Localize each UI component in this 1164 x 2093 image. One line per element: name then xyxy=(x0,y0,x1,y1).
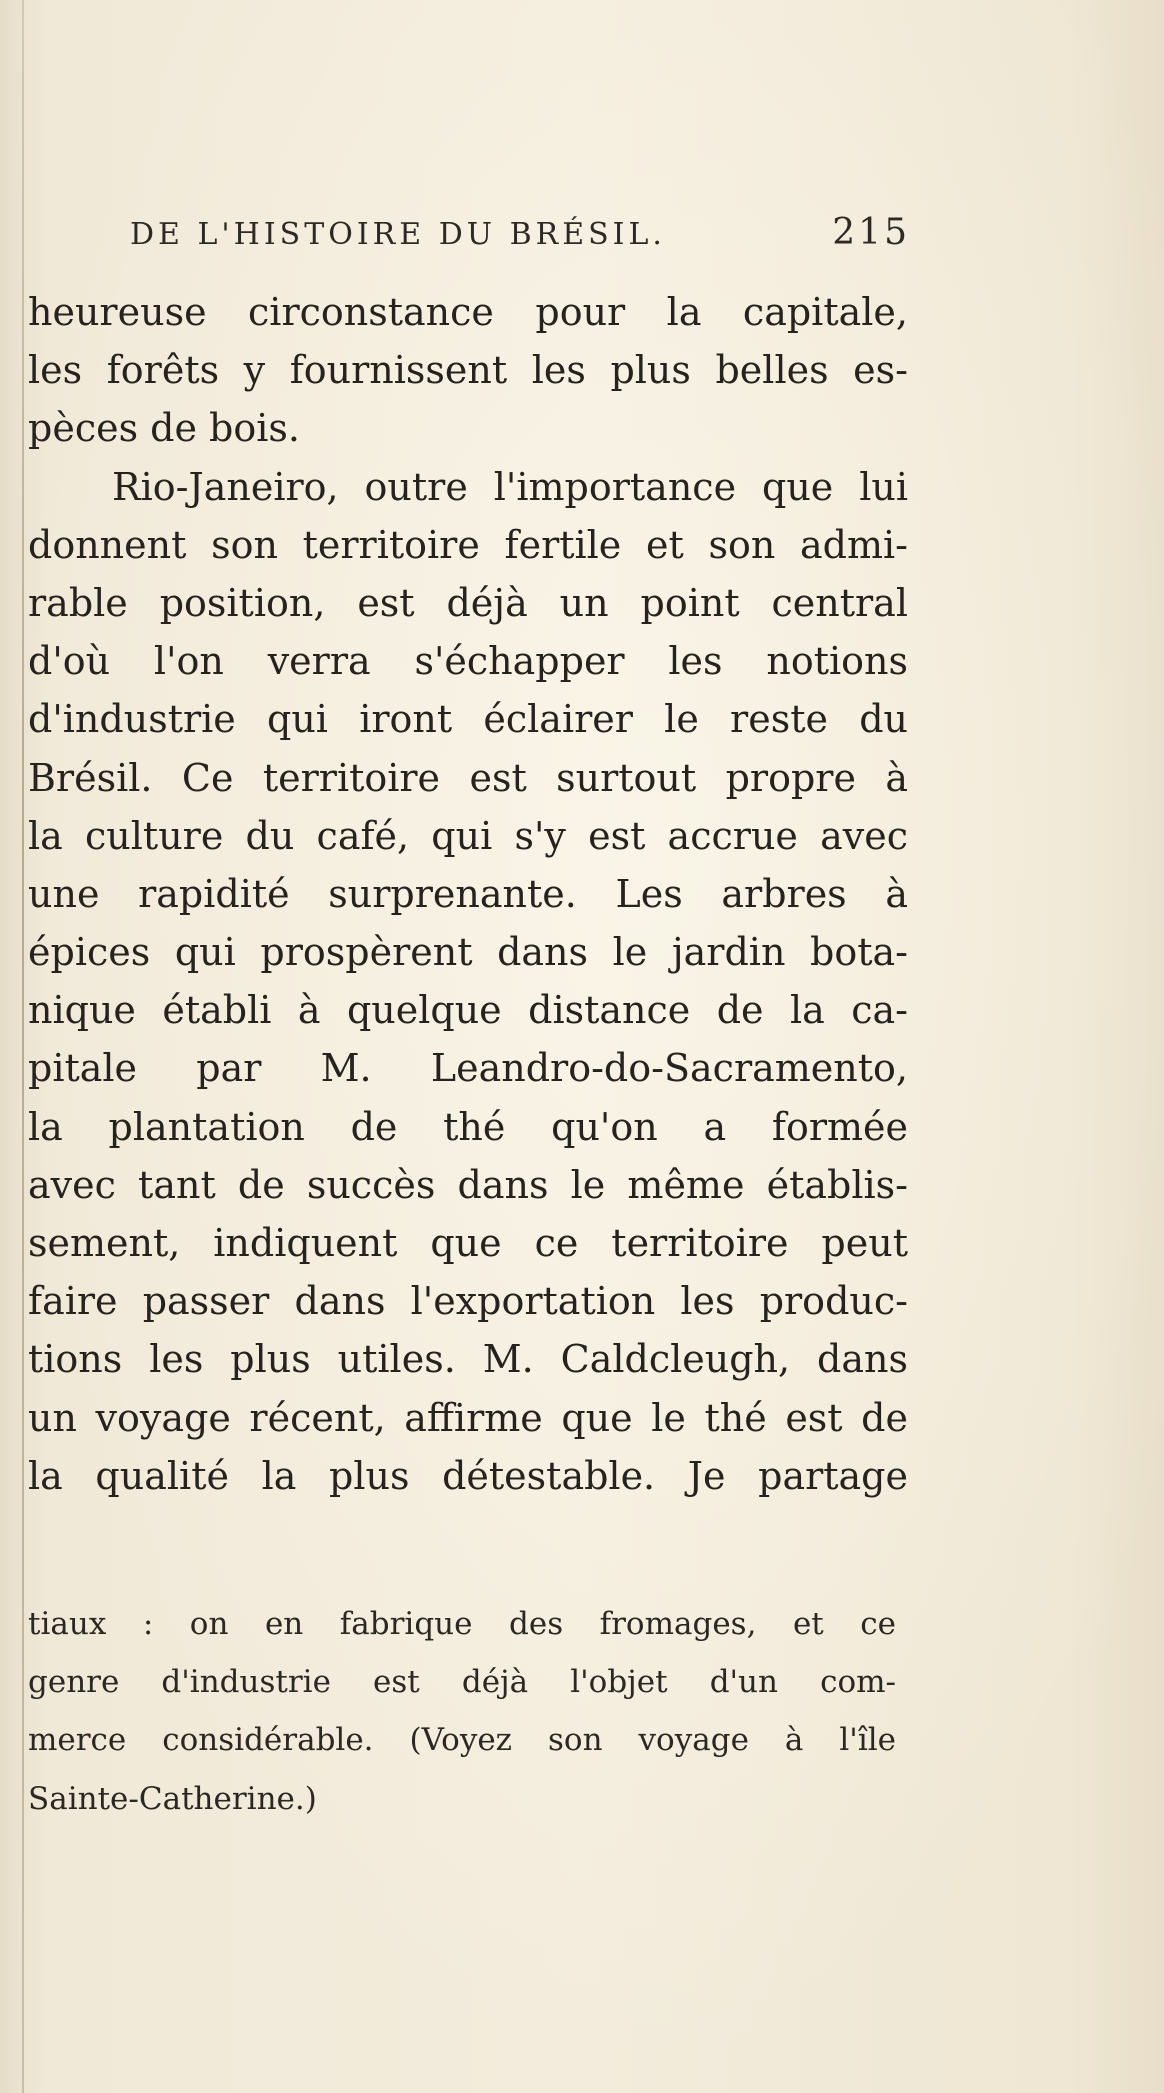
text-line: d'où l'on verra s'échapper les notions xyxy=(28,639,908,684)
text-line: la plantation de thé qu'on a formée xyxy=(28,1104,908,1149)
text-line: d'industrie qui iront éclairer le reste du xyxy=(28,697,908,742)
footnote xyxy=(28,1598,896,1831)
page-header xyxy=(130,212,910,262)
text-line: Brésil. Ce territoire est surtout propre à xyxy=(28,755,908,800)
text-line: un voyage récent, affirme que le thé est de xyxy=(28,1395,908,1440)
text-line: pitale par M. Leandro-do-Sacramento, xyxy=(28,1046,908,1091)
text-line: avec tant de succès dans le même établis- xyxy=(28,1162,908,1207)
text-line: pèces de bois. xyxy=(28,406,300,451)
text-line: donnent son territoire fertile et son admi- xyxy=(28,522,908,567)
main-text xyxy=(28,283,908,1505)
text-line: heureuse circonstance pour la capitale, xyxy=(28,290,908,334)
text-line: rable position, est déjà un point central xyxy=(28,580,908,625)
footnote-line: Sainte-Catherine.) xyxy=(28,1780,317,1817)
text-line: les forêts y fournissent les plus belles es- xyxy=(28,348,908,393)
text-line: sement, indiquent que ce territoire peut xyxy=(28,1221,908,1265)
text-line: la culture du café, qui s'y est accrue avec xyxy=(28,813,908,858)
text-line: Rio-Janeiro, outre l'importance que lui xyxy=(112,464,908,509)
footnote-line: genre d'industrie est déjà l'objet d'un com- xyxy=(28,1664,896,1701)
text-line: tions les plus utiles. M. Caldcleugh, dans xyxy=(28,1337,908,1382)
binding-gutter xyxy=(22,0,24,2093)
running-head: DE L'HISTOIRE DU BRÉSIL. xyxy=(130,217,666,252)
page-number: 215 xyxy=(832,212,910,253)
text-line: la qualité la plus détestable. Je partage xyxy=(28,1453,908,1498)
text-line: faire passer dans l'exportation les produc- xyxy=(28,1279,908,1324)
footnote-line: merce considérable. (Voyez son voyage à l'île xyxy=(28,1722,896,1759)
text-line: épices qui prospèrent dans le jardin bota- xyxy=(28,930,908,975)
text-line: nique établi à quelque distance de la ca- xyxy=(28,988,908,1033)
footnote-line: tiaux : on en fabrique des fromages, et ce xyxy=(28,1606,896,1642)
text-line: une rapidité surprenante. Les arbres à xyxy=(28,871,908,916)
